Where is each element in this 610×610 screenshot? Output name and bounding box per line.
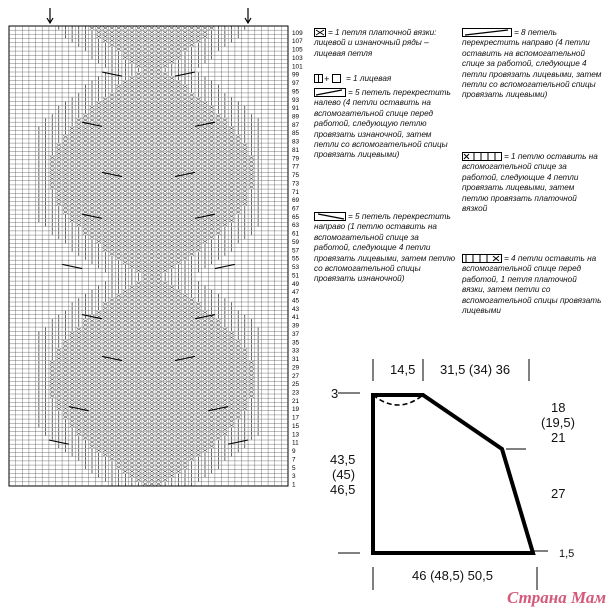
row-label: 77: [292, 163, 300, 171]
row-label: 5: [292, 464, 296, 472]
cable-garter-left-icon: [462, 254, 502, 263]
row-label: 109: [292, 29, 303, 37]
svg-text:+: +: [324, 74, 330, 84]
garment-schematic: [326, 355, 566, 595]
row-label: 39: [292, 322, 300, 330]
legend-cross5-left-text: = 5 петель перекрестить налево (4 петли оставить на вспомогательной спице перед работой, следующую петлю провязать изнаночной, затем петли со вспомогательной спицы провязать лицевыми): [314, 88, 451, 160]
dim-bottom: 46 (48,5) 50,5: [412, 568, 493, 583]
legend-cross5-left: [314, 88, 456, 161]
row-label: 23: [292, 389, 300, 397]
legend-cross5-garter-right-text: = 1 петлю оставить на вспомогательной спице за работой, следующие 4 петли провязать лицевыми, затем петлю провязать платочной вязкой: [462, 152, 598, 214]
row-label: 31: [292, 356, 300, 364]
row-label: 91: [292, 105, 300, 113]
cable-left-icon: [314, 88, 346, 97]
row-label: 41: [292, 314, 300, 322]
knitting-chart: [0, 0, 310, 490]
dim-side: 27: [551, 486, 566, 501]
cable-right-icon: [314, 212, 346, 221]
row-label: 1: [292, 481, 296, 489]
row-label: 85: [292, 130, 300, 138]
legend-garter: [314, 28, 456, 59]
row-label: 59: [292, 239, 300, 246]
row-label: 67: [292, 205, 300, 213]
row-label: 35: [292, 339, 300, 347]
row-label: 33: [292, 347, 300, 355]
dim-armhole-3: 21: [551, 430, 566, 445]
row-label: 61: [292, 230, 300, 238]
row-label: 65: [292, 213, 300, 221]
row-label: 13: [292, 431, 300, 439]
dim-hem: 1,5: [559, 548, 575, 560]
row-label: 63: [292, 222, 300, 230]
dim-shoulder-drop: 3: [331, 386, 339, 401]
start-arrow: [47, 8, 53, 23]
row-label: 51: [292, 272, 300, 280]
row-label: 89: [292, 113, 300, 121]
row-label: 69: [292, 197, 300, 205]
legend-cross5-garter-left-text: = 4 петли оставить на вспомогательной спице перед работой, 1 петля платочной вязки, затем петли со вспомогательной спицы провязать лицевыми: [462, 254, 602, 316]
legend-cross8: [462, 28, 602, 101]
row-label: 43: [292, 305, 300, 313]
dim-height-1: 43,5: [330, 452, 356, 467]
row-label: 79: [292, 155, 300, 163]
row-label: 45: [292, 297, 300, 305]
row-label: 107: [292, 38, 303, 46]
dim-armhole-2: (19,5): [541, 415, 575, 430]
dim-top-left: 14,5: [390, 362, 416, 377]
end-arrow: [245, 8, 251, 23]
row-label: 9: [292, 448, 296, 456]
row-label: 97: [292, 80, 300, 88]
row-label: 27: [292, 372, 300, 380]
row-label: 95: [292, 88, 300, 96]
row-label: 105: [292, 46, 303, 54]
legend-knit-text: = 1 лицевая: [346, 74, 392, 83]
row-label: 53: [292, 264, 300, 272]
row-label: 87: [292, 121, 300, 129]
row-label: 83: [292, 138, 300, 146]
cable-8-icon: [462, 28, 512, 37]
row-label: 11: [292, 439, 299, 447]
row-label: 21: [292, 397, 300, 405]
legend-garter-text: = 1 петля платочной вязки: лицевой и изнаночный ряды – лицевая петля: [314, 28, 437, 58]
row-label: 49: [292, 280, 300, 288]
row-label: 37: [292, 331, 300, 338]
row-label: 75: [292, 172, 300, 180]
row-label: 3: [292, 473, 296, 481]
row-label: 55: [292, 255, 300, 263]
legend-cross8-text: = 8 петель перекрестить направо (4 петли оставить на вспомогательной спице за работой, следующие 4 петли провязать лицевыми, затем петли со вспомогательной спицы провязать лицевыми): [462, 28, 602, 100]
cable-garter-right-icon: [462, 152, 502, 161]
row-label: 7: [292, 456, 296, 464]
row-label: 17: [292, 414, 300, 422]
legend-knit: [314, 74, 456, 84]
row-label: 71: [292, 188, 300, 196]
row-label: 15: [292, 423, 300, 430]
row-label: 19: [292, 406, 300, 414]
row-label: 73: [292, 180, 300, 188]
row-label: 81: [292, 147, 300, 154]
dim-armhole-1: 18: [551, 400, 566, 415]
dim-height-3: 46,5: [330, 482, 356, 497]
legend-cross5-right: [314, 212, 456, 285]
row-label: 93: [292, 96, 300, 104]
row-label: 29: [292, 364, 300, 372]
row-label: 57: [292, 247, 300, 255]
legend-cross5-right-text: = 5 петель перекрестить направо (1 петлю оставить на вспомогательной спице за работой, следующие 4 петли провязать лицевыми, затем петлю со вспомогательной спицы провязать изнаночной): [314, 212, 455, 284]
legend-cross5-garter-right: [462, 152, 602, 214]
body-outline: [373, 395, 533, 553]
row-label: 25: [292, 381, 300, 389]
row-label: 101: [292, 63, 303, 71]
row-label: 99: [292, 71, 300, 79]
knit-stitch-icon: [314, 74, 344, 83]
garter-stitch-icon: [314, 28, 326, 37]
dim-top-right: 31,5 (34) 36: [440, 362, 511, 377]
watermark: Страна Мам: [506, 588, 606, 607]
row-label: 47: [292, 289, 300, 297]
legend-cross5-garter-left: [462, 254, 602, 316]
row-label: 103: [292, 55, 303, 62]
dim-height-2: (45): [332, 467, 356, 482]
